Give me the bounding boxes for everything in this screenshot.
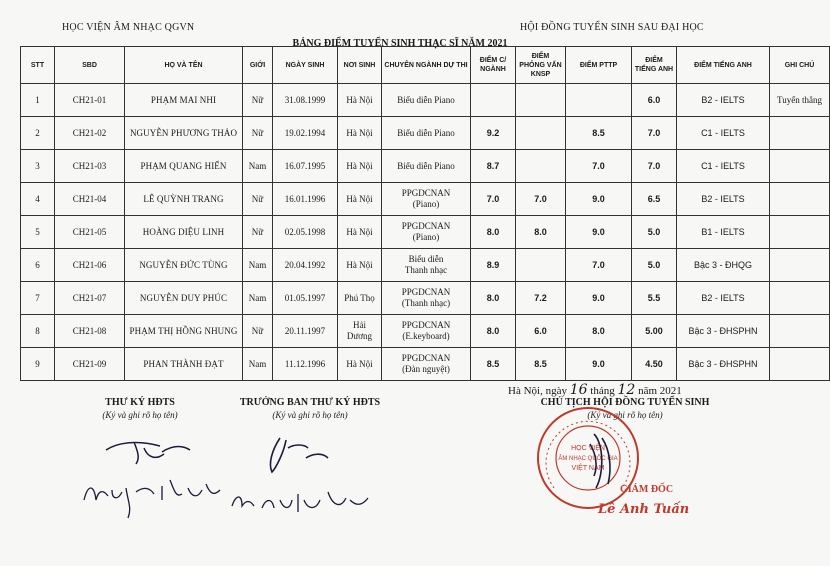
table-row [21,315,830,348]
cell-pttp: 9.0 [566,348,632,381]
cell-interview [516,249,566,282]
secretary-signature-block [55,397,225,420]
cell-interview [516,150,566,183]
cell-stt: 9 [21,348,55,381]
cell-english: 5.0 [632,216,677,249]
col-dob: NGÀY SINH [273,47,338,84]
official-stamp-icon [534,404,642,512]
director-name: Lê Anh Tuấn [598,502,690,517]
cell-pob: Hà Nội [338,249,382,282]
cell-major-score: 8.0 [471,282,516,315]
cell-note [770,249,830,282]
chair-sub: (Ký và ghi rõ họ tên) [587,410,663,420]
col-interview: ĐIỂM PHỎNG VẤN KNSP [516,47,566,84]
cell-gender: Nam [243,282,273,315]
secretary-title: THƯ KÝ HĐTS [105,397,175,408]
table-row [21,150,830,183]
cell-interview [516,117,566,150]
secretary-signature-icon [78,428,228,538]
cell-note [770,117,830,150]
cell-english-cert: Bậc 3 - ĐHSPHN [677,348,770,381]
major-main: PPGDCNAN [401,320,451,330]
cell-english-cert: C1 - IELTS [677,117,770,150]
cell-english-cert: B2 - IELTS [677,282,770,315]
cell-english-cert: Bậc 3 - ĐHQG [677,249,770,282]
major-sub: Thanh nhạc [404,265,448,275]
cell-major: Biểu diễn Piano [382,117,471,150]
cell-stt: 3 [21,150,55,183]
cell-gender: Nam [243,348,273,381]
cell-sbd: CH21-07 [55,282,125,315]
cell-major-score: 8.0 [471,216,516,249]
cell-gender: Nữ [243,216,273,249]
cell-pttp [566,84,632,117]
cell-name: PHAN THÀNH ĐẠT [125,348,243,381]
head-secretary-sub: (Ký và ghi rõ họ tên) [272,410,348,420]
cell-pob: Hà Nội [338,150,382,183]
col-pob: NƠI SINH [338,47,382,84]
cell-gender: Nữ [243,117,273,150]
cell-major: Biểu diễn Piano [382,150,471,183]
cell-note [770,282,830,315]
cell-major-score: 9.2 [471,117,516,150]
cell-pttp: 7.0 [566,249,632,282]
cell-interview: 8.0 [516,216,566,249]
cell-stt: 8 [21,315,55,348]
table-row [21,216,830,249]
cell-dob: 02.05.1998 [273,216,338,249]
cell-note [770,183,830,216]
cell-interview: 7.2 [516,282,566,315]
director-title: GIÁM ĐỐC [620,484,674,495]
table-row [21,282,830,315]
cell-english: 6.0 [632,84,677,117]
cell-major-score: 7.0 [471,183,516,216]
date-prefix: Hà Nội, ngày [508,385,567,397]
col-pttp: ĐIỂM PTTP [566,47,632,84]
cell-interview [516,84,566,117]
cell-sbd: CH21-05 [55,216,125,249]
head-secretary-signature-icon [228,428,388,538]
cell-dob: 31.08.1999 [273,84,338,117]
cell-dob: 11.12.1996 [273,348,338,381]
cell-pttp: 9.0 [566,216,632,249]
cell-pttp: 9.0 [566,183,632,216]
cell-english: 5.00 [632,315,677,348]
cell-pttp: 9.0 [566,282,632,315]
cell-sbd: CH21-02 [55,117,125,150]
cell-english: 4.50 [632,348,677,381]
date-month-label: tháng [590,385,615,397]
cell-english-cert: B2 - IELTS [677,84,770,117]
cell-major-score [471,84,516,117]
cell-sbd: CH21-08 [55,315,125,348]
cell-gender: Nam [243,249,273,282]
date-day: 16 [569,382,588,398]
cell-major [382,282,471,315]
head-secretary-title: TRƯỞNG BAN THƯ KÝ HĐTS [239,397,381,408]
cell-pttp: 7.0 [566,150,632,183]
stamp-line-2: ÂM NHẠC QUỐC GIA [558,456,618,462]
cell-english: 6.5 [632,183,677,216]
cell-note: Tuyển thẳng [770,84,830,117]
cell-stt: 7 [21,282,55,315]
cell-interview: 8.5 [516,348,566,381]
major-main: Biểu diễn [408,254,444,264]
institution-name: HỌC VIỆN ÂM NHẠC QGVN [62,22,195,33]
cell-major-score: 8.0 [471,315,516,348]
score-table [20,46,830,381]
document-title: BẢNG ĐIỂM TUYỂN SINH THẠC SĨ NĂM 2021 [292,38,508,49]
date-month: 12 [617,382,636,398]
cell-english: 7.0 [632,117,677,150]
cell-dob: 19.02.1994 [273,117,338,150]
cell-interview: 7.0 [516,183,566,216]
major-sub: (Piano) [412,199,440,209]
cell-stt: 4 [21,183,55,216]
col-major: CHUYÊN NGÀNH DỰ THI [382,47,471,84]
cell-dob: 20.04.1992 [273,249,338,282]
table-row [21,348,830,381]
cell-major [382,216,471,249]
col-stt: STT [21,47,55,84]
cell-note [770,315,830,348]
cell-pttp: 8.0 [566,315,632,348]
cell-dob: 16.01.1996 [273,183,338,216]
cell-english: 5.5 [632,282,677,315]
cell-name: PHẠM THỊ HỒNG NHUNG [125,315,243,348]
cell-pob: Hải Dương [338,315,382,348]
cell-major [382,249,471,282]
cell-stt: 6 [21,249,55,282]
cell-english-cert: B1 - IELTS [677,216,770,249]
council-name: HỘI ĐỒNG TUYỂN SINH SAU ĐẠI HỌC [520,22,704,33]
cell-stt: 1 [21,84,55,117]
signing-date [508,382,682,398]
table-row [21,249,830,282]
cell-gender: Nữ [243,183,273,216]
cell-major [382,183,471,216]
cell-major [382,315,471,348]
cell-major-score: 8.9 [471,249,516,282]
cell-dob: 20.11.1997 [273,315,338,348]
table-header-row [21,47,830,84]
cell-pob: Hà Nội [338,348,382,381]
secretary-sub: (Ký và ghi rõ họ tên) [102,410,178,420]
cell-sbd: CH21-01 [55,84,125,117]
cell-name: NGUYỄN PHƯƠNG THẢO [125,117,243,150]
cell-name: LÊ QUỲNH TRANG [125,183,243,216]
cell-pob: Hà Nội [338,183,382,216]
table-row [21,84,830,117]
cell-sbd: CH21-09 [55,348,125,381]
cell-name: PHẠM MAI NHI [125,84,243,117]
stamp-line-1: HỌC VIỆN [571,445,605,452]
cell-pob: Hà Nội [338,84,382,117]
table-row [21,183,830,216]
cell-dob: 01.05.1997 [273,282,338,315]
cell-english-cert: C1 - IELTS [677,150,770,183]
cell-major-score: 8.5 [471,348,516,381]
major-sub: (Piano) [412,232,440,242]
stamp-line-3: VIỆT NAM [571,465,605,472]
date-year: năm 2021 [638,385,682,397]
major-main: PPGDCNAN [401,353,451,363]
col-name: HỌ VÀ TÊN [125,47,243,84]
cell-english-cert: Bậc 3 - ĐHSPHN [677,315,770,348]
chair-title: CHỦ TỊCH HỘI ĐỒNG TUYỂN SINH [540,397,710,408]
cell-english: 5.0 [632,249,677,282]
cell-name: NGUYỄN DUY PHÚC [125,282,243,315]
cell-name: PHẠM QUANG HIỂN [125,150,243,183]
cell-name: NGUYỄN ĐỨC TÙNG [125,249,243,282]
cell-major-score: 8.7 [471,150,516,183]
cell-gender: Nam [243,150,273,183]
cell-sbd: CH21-04 [55,183,125,216]
cell-gender: Nữ [243,315,273,348]
col-english: ĐIỂM TIẾNG ANH [632,47,677,84]
cell-major: Biểu diễn Piano [382,84,471,117]
cell-dob: 16.07.1995 [273,150,338,183]
table-row [21,117,830,150]
cell-sbd: CH21-06 [55,249,125,282]
col-gender: GIỚI [243,47,273,84]
cell-english: 7.0 [632,150,677,183]
major-sub: (E.keyboard) [402,331,450,341]
col-english-cert: ĐIỂM TIẾNG ANH [677,47,770,84]
major-sub: (Thanh nhạc) [401,298,451,308]
cell-note [770,216,830,249]
cell-note [770,150,830,183]
major-main: PPGDCNAN [401,188,451,198]
major-main: PPGDCNAN [401,287,451,297]
cell-note [770,348,830,381]
cell-english-cert: B2 - IELTS [677,183,770,216]
col-sbd: SBD [55,47,125,84]
cell-stt: 5 [21,216,55,249]
head-secretary-signature-block [210,397,410,420]
cell-major [382,348,471,381]
cell-pob: Hà Nội [338,216,382,249]
major-sub: (Đàn nguyệt) [402,364,450,374]
cell-pttp: 8.5 [566,117,632,150]
cell-stt: 2 [21,117,55,150]
col-major-score: ĐIỂM C/ NGÀNH [471,47,516,84]
cell-sbd: CH21-03 [55,150,125,183]
cell-gender: Nữ [243,84,273,117]
cell-name: HOÀNG DIỆU LINH [125,216,243,249]
cell-pob: Phú Thọ [338,282,382,315]
major-main: PPGDCNAN [401,221,451,231]
col-note: GHI CHÚ [770,47,830,84]
cell-interview: 6.0 [516,315,566,348]
cell-pob: Hà Nội [338,117,382,150]
